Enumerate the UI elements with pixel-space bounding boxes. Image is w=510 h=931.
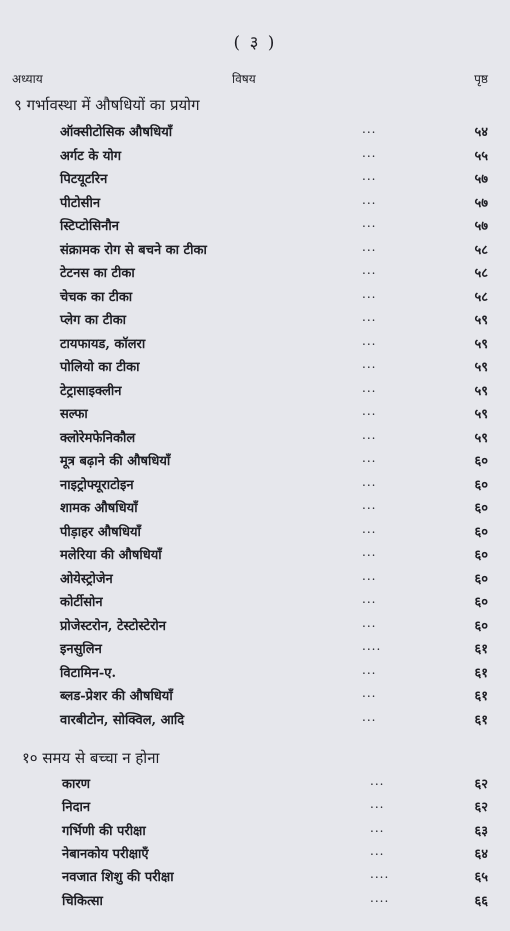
- toc-row: [0, 287, 510, 311]
- toc-entry-page: ५९: [474, 383, 488, 399]
- leader-dots: ...: [370, 774, 385, 788]
- toc-entry-page: ५९: [474, 360, 488, 375]
- leader-dots: ...: [362, 310, 377, 324]
- toc-row: [0, 592, 510, 616]
- leader-dots: ....: [370, 890, 390, 905]
- leader-dots: ...: [362, 239, 377, 254]
- toc-entry-label: मूत्र बढ़ाने की औषधियाँ: [60, 454, 171, 469]
- leader-dots: ...: [362, 474, 377, 489]
- toc-entry-label: पोलियो का टीका: [60, 360, 140, 375]
- toc-entry-page: ६२: [474, 777, 488, 792]
- toc-row: [0, 663, 510, 687]
- toc-row: [0, 146, 510, 170]
- toc-entry-page: ५४: [474, 125, 488, 140]
- toc-entry-page: ५९: [474, 407, 488, 422]
- toc-row: [0, 193, 510, 217]
- toc-row: [0, 404, 510, 428]
- toc-entry-page: ६१: [474, 642, 488, 657]
- toc-entry-label: कोर्टीसोन: [60, 595, 103, 610]
- leader-dots: ...: [362, 357, 377, 371]
- toc-entry-label: कारण: [62, 777, 91, 792]
- leader-dots: ...: [362, 615, 377, 630]
- leader-dots: ....: [370, 867, 390, 882]
- leader-dots: ...: [362, 568, 377, 583]
- leader-dots: ...: [362, 263, 377, 277]
- toc-entry-page: ६०: [474, 595, 488, 610]
- toc-entry-label: प्रोजेस्टरोन, टेस्टोस्टेरोन: [60, 618, 167, 634]
- leader-dots: ...: [362, 286, 377, 301]
- toc-entry-label: नवजात शिशु की परीक्षा: [62, 870, 174, 886]
- leader-dots: ...: [362, 662, 377, 677]
- section-title: १० समय से बच्चा न होना: [22, 749, 160, 767]
- toc-entry-page: ५५: [474, 148, 488, 164]
- leader-dots: ...: [362, 427, 377, 442]
- toc-row: [0, 710, 510, 734]
- toc-row: [0, 498, 510, 522]
- leader-dots: ...: [362, 380, 377, 395]
- toc-entry-label: ब्लड-प्रेशर की औषधियाँ: [60, 689, 173, 704]
- toc-entry-page: ६५: [474, 870, 488, 886]
- toc-entry-page: ६४: [474, 846, 488, 862]
- toc-entry-label: संक्रामक रोग से बचने का टीका: [60, 242, 207, 258]
- leader-dots: ...: [362, 404, 377, 418]
- leader-dots: ...: [362, 333, 377, 348]
- header-chapter: अध्याय: [12, 72, 43, 86]
- toc-entry-label: पीटोसीन: [60, 195, 101, 211]
- toc-entry-label: क्लोरेमफेनिकौल: [60, 430, 136, 446]
- toc-entry-label: विटामिन-ए.: [60, 665, 116, 681]
- leader-dots: ...: [362, 192, 377, 207]
- toc-entry-label: चेचक का टीका: [60, 289, 133, 305]
- toc-entry-label: सल्फा: [60, 407, 88, 422]
- section-title: ९ गर्भावस्था में औषधियों का प्रयोग: [14, 96, 200, 114]
- toc-row: [0, 639, 510, 663]
- toc-entry-label: इनसुलिन: [60, 642, 102, 657]
- leader-dots: ...: [362, 122, 377, 136]
- toc-row: [0, 797, 510, 821]
- leader-dots: ...: [362, 498, 377, 512]
- toc-row: [0, 381, 510, 405]
- toc-row: [0, 263, 510, 287]
- toc-row: [0, 774, 510, 798]
- toc-row: [0, 122, 510, 146]
- toc-entry-label: टेट्रासाइक्लीन: [60, 383, 122, 399]
- toc-row: [0, 169, 510, 193]
- header-subject: विषय: [232, 72, 256, 86]
- toc-entry-page: ६१: [474, 712, 488, 728]
- toc-entry-label: मलेरिया की औषधियाँ: [60, 548, 162, 563]
- leader-dots: ...: [362, 592, 377, 606]
- toc-entry-label: गर्भिणी की परीक्षा: [62, 823, 146, 839]
- toc-entry-label: टायफायड, कॉलरा: [60, 336, 146, 352]
- toc-entry-label: स्टिप्टोसिनौन: [60, 219, 119, 234]
- toc-entry-page: ६०: [474, 548, 488, 563]
- toc-entry-page: ५७: [474, 219, 488, 234]
- toc-entry-page: ५९: [474, 336, 488, 352]
- toc-entry-page: ५८: [474, 242, 488, 258]
- leader-dots: ...: [362, 521, 377, 536]
- toc-row: [0, 334, 510, 358]
- toc-entry-label: चिकित्सा: [62, 893, 103, 909]
- toc-entry-label: अर्गट के योग: [60, 148, 122, 164]
- leader-dots: ...: [362, 145, 377, 160]
- toc-entry-page: ५७: [474, 172, 488, 187]
- toc-entry-label: पिटयूटरिन: [60, 172, 108, 187]
- toc-entry-page: ६३: [474, 823, 488, 839]
- header-page: पृष्ठ: [474, 72, 488, 86]
- toc-row: [0, 545, 510, 569]
- toc-entry-page: ६६: [474, 893, 488, 909]
- toc-row: [0, 240, 510, 264]
- toc-row: [0, 428, 510, 452]
- leader-dots: ...: [362, 169, 377, 183]
- toc-entry-label: नाइट्रोफ्यूराटोइन: [60, 477, 134, 493]
- leader-dots: ...: [362, 709, 377, 724]
- toc-entry-page: ६१: [474, 665, 488, 681]
- toc-row: [0, 844, 510, 868]
- toc-row: [0, 522, 510, 546]
- toc-entry-label: ओयेस्ट्रोजेन: [60, 571, 113, 587]
- leader-dots: ...: [370, 843, 385, 858]
- toc-row: [0, 616, 510, 640]
- leader-dots: ....: [362, 639, 382, 653]
- toc-entry-page: ५७: [474, 195, 488, 211]
- toc-row: [0, 451, 510, 475]
- toc-entry-page: ६०: [474, 571, 488, 587]
- leader-dots: ...: [362, 545, 377, 559]
- page-number: ( ३ ): [233, 33, 277, 53]
- toc-entry-page: ६०: [474, 618, 488, 634]
- toc-row: [0, 821, 510, 845]
- toc-entry-label: प्लेग का टीका: [60, 313, 127, 328]
- toc-row: [0, 357, 510, 381]
- toc-entry-page: ६०: [474, 454, 488, 469]
- toc-entry-label: टेटनस का टीका: [60, 266, 135, 281]
- toc-entry-page: ६१: [474, 689, 488, 704]
- toc-row: [0, 310, 510, 334]
- toc-entry-label: पीड़ाहर औषधियाँ: [60, 524, 141, 540]
- leader-dots: ...: [370, 797, 385, 812]
- toc-entry-page: ५८: [474, 266, 488, 281]
- leader-dots: ...: [362, 686, 377, 700]
- toc-row: [0, 475, 510, 499]
- toc-entry-page: ६०: [474, 501, 488, 516]
- leader-dots: ...: [362, 216, 377, 230]
- toc-entry-page: ६०: [474, 477, 488, 493]
- toc-entry-label: शामक औषधियाँ: [60, 501, 138, 516]
- toc-entry-label: वारबीटोन, सोक्विल, आदि: [60, 712, 185, 728]
- toc-row: [0, 686, 510, 710]
- toc-row: [0, 569, 510, 593]
- toc-entry-page: ५८: [474, 289, 488, 305]
- toc-entry-page: ५९: [474, 313, 488, 328]
- toc-entry-page: ६२: [474, 800, 488, 816]
- toc-row: [0, 891, 510, 915]
- toc-entry-label: नेबानकोय परीक्षाएँ: [62, 846, 149, 862]
- column-headers: [0, 70, 510, 90]
- leader-dots: ...: [362, 451, 377, 465]
- leader-dots: ...: [370, 820, 385, 835]
- toc-entry-label: ऑक्सीटोसिक औषधियाँ: [60, 125, 173, 140]
- toc-entry-page: ५९: [474, 430, 488, 446]
- toc-entry-label: निदान: [62, 800, 91, 816]
- toc-entry-page: ६०: [474, 524, 488, 540]
- toc-row: [0, 216, 510, 240]
- toc-row: [0, 867, 510, 891]
